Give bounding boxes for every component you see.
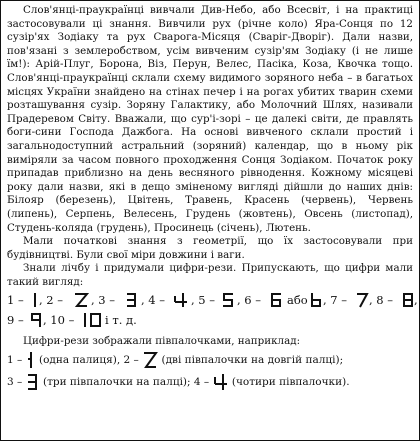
example-text: (три півпалочки на палці); 4 – (42, 376, 210, 389)
numeral-nine-glyph (29, 312, 43, 328)
example-text: (чотири півпалочки). (231, 376, 350, 389)
example-text: (дві півпалочки на довгій палці); (161, 354, 344, 367)
numeral-four-glyph (173, 292, 189, 308)
numeral-ten-glyph (83, 312, 103, 328)
numeral-label: , 10 – (43, 313, 75, 328)
numeral-six-glyph (269, 292, 283, 308)
numeral-three-glyph (125, 292, 139, 308)
example-label: 1 – (7, 354, 23, 367)
numeral-label: , 4 – (141, 293, 166, 308)
example-text: (одна палиця), 2 – (38, 354, 139, 367)
geometry-paragraph: Мали початкові знання з геометрії, що їх застосовували при будівництві. Були свої міри довжини і ваги. (7, 235, 413, 261)
numeral-five-glyph (221, 292, 235, 308)
two-half-sticks-glyph (142, 351, 158, 369)
numeral-seven-glyph (355, 292, 369, 308)
example-label: 3 – (7, 376, 23, 389)
numeral-label: або (287, 293, 308, 308)
numeral-label: , (414, 293, 418, 308)
numeral-label: , 8 – (369, 293, 394, 308)
numeral-label: 9 – (7, 313, 24, 328)
numeral-one-glyph (31, 292, 39, 308)
numeral-glyphs-block (7, 291, 418, 329)
numeral-label: , 7 – (323, 293, 348, 308)
three-half-sticks-glyph (26, 373, 40, 391)
calendar-paragraph: Слов'янці-праукраїнці вивчали Див-Небо, або Всесвіт, і на практиці застосовували ці знання. Вивчили рух (річне коло) Яра-Сонця по 12 сузір'ях Зодіаку та рух Сварога-Місяця (Сваріг-Дворіг). Дали назви, пов'язані з землеробством, усім вивченим сузір'ям Зодіаку (і не лише їм!): Арій-Плуг, Борона, Віз, Перун, Велес, Пасіка, Коза, Квочка тощо. Слов'янці-праукраїнці склали схему видимого зоряного неба – в багатьох місцях України знайдено на стінах печер і на рогах убитих тварин схеми розташування сузір. Зоряну Галактику, або Молочний Шлях, називали Прадеревом Світу. Вважали, що сур'і-зорі – це далекі світи, де правлять боги-сини Господа Дажбога. На основі вивченого склали простий і загальнодоступний астральний (зоряний) календар, що в ньому рік виміряли за часом повного проходження Сонця Зодіаком. Початок року припадав приблизно на день весняного рівнодення. Кожному місяцеві року дали назви, які в дещо зміненому вигляді дійшли до наших днів: Білояр (березень), Цвітень, Травень, Красень (червень), Червень (липень), Серпень, Велесень, Грудень (жовтень), Овсень (листопад), Студень-коляда (грудень), Просинець (січень), Лютень. (7, 4, 413, 234)
numeral-label: , 6 – (237, 293, 262, 308)
four-half-sticks-glyph (213, 373, 229, 391)
numeral-eight-glyph (401, 292, 415, 308)
numeral-label: і т. д. (105, 313, 137, 328)
numeral-label: , 3 – (91, 293, 116, 308)
numeral-label: , 5 – (191, 293, 216, 308)
examples-intro: Цифри-рези зображали півпалочками, наприклад: (23, 335, 301, 348)
one-stick-glyph (26, 351, 36, 369)
example-line-2 (7, 371, 413, 393)
numeral-label: , 2 – (39, 293, 64, 308)
numeral-two-glyph (73, 292, 89, 308)
example-line-1 (7, 349, 413, 371)
numerals-intro-paragraph: Знали лічбу і придумали цифри-рези. Припускають, що цифри мали такий вигляд: (7, 262, 413, 288)
numeral-label: 1 – (7, 293, 24, 308)
numeral-six-alt-glyph (309, 292, 323, 308)
